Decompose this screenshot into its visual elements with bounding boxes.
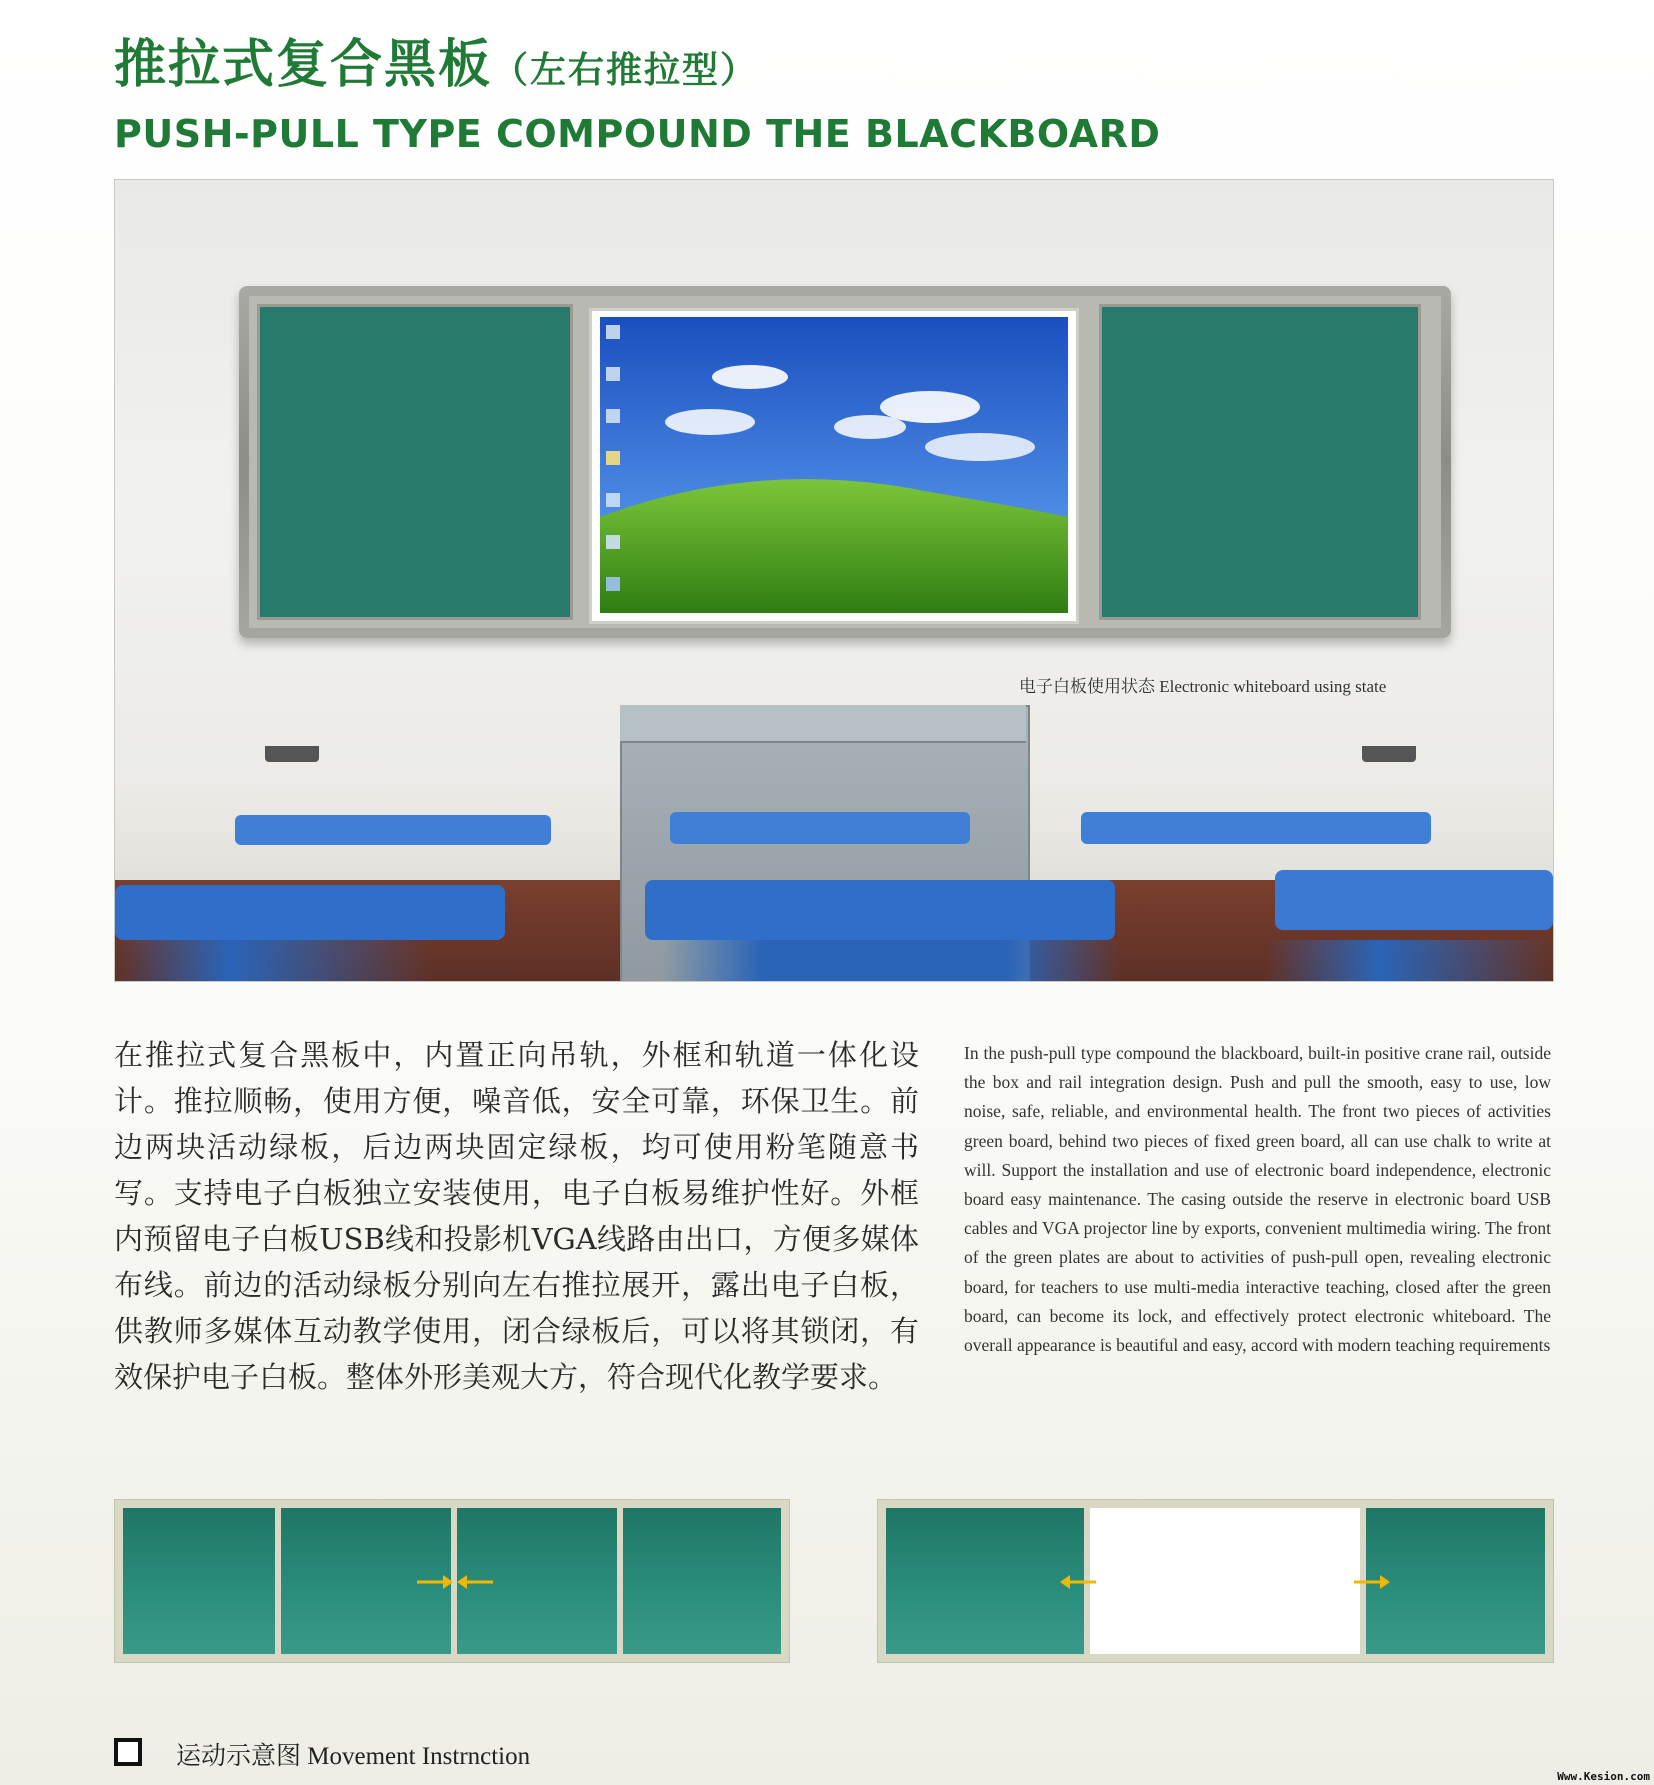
title-cn-sub: （左右推拉型） bbox=[492, 49, 759, 91]
arrow-right-icon bbox=[417, 1575, 453, 1589]
desk bbox=[1081, 812, 1431, 844]
desk bbox=[115, 885, 505, 940]
green-panel bbox=[1366, 1508, 1545, 1654]
green-board-left bbox=[257, 304, 573, 620]
blackboard-frame bbox=[239, 286, 1451, 638]
electronic-whiteboard bbox=[589, 308, 1079, 624]
green-board-right bbox=[1099, 304, 1421, 620]
green-panel bbox=[623, 1508, 781, 1654]
description-en: In the push-pull type compound the blackboard, built-in positive crane rail, outside the box and rail integration design. Push and pull the smooth, easy to use, low noise, safe, reliable, and environmental health. The front two pieces of activities green board, behind two pieces of fixed green board, all can use chalk to write at will. Support the installation and use of electronic board independence, electronic board easy maintenance. The casing outside the reserve in electronic board USB cables and VGA projector line by exports, convenient multimedia wiring. The front of the green plates are about to activities of push-pull open, revealing electronic board, for teachers to use multi-media interactive teaching, closed after the green board, can become its lock, and effectively protect electronic whiteboard. The overall appearance is beautiful and easy, accord with modern teaching requirements bbox=[964, 1043, 1551, 1356]
desk bbox=[1275, 870, 1553, 930]
product-photo bbox=[114, 179, 1554, 982]
podium-top bbox=[620, 705, 1026, 743]
green-panel bbox=[123, 1508, 275, 1654]
green-panel bbox=[886, 1508, 1084, 1654]
square-icon bbox=[114, 1738, 142, 1766]
legend-label: 运动示意图 Movement Instrnction bbox=[176, 1743, 531, 1770]
desktop-wallpaper-image bbox=[600, 317, 1068, 613]
movement-diagram-closed bbox=[114, 1499, 790, 1663]
arrow-left-icon bbox=[457, 1575, 493, 1589]
frame-foot-right bbox=[1362, 746, 1416, 762]
desk bbox=[235, 815, 551, 845]
arrow-left-icon bbox=[1058, 1570, 1098, 1594]
desk bbox=[645, 880, 1115, 940]
desk-legs bbox=[115, 940, 1553, 981]
movement-diagram-open bbox=[877, 1499, 1554, 1663]
title-cn-main: 推拉式复合黑板 bbox=[114, 34, 493, 95]
arrow-pair-inward bbox=[415, 1570, 495, 1594]
description-cn: 在推拉式复合黑板中，内置正向吊轨，外框和轨道一体化设计。推拉顺畅，使用方便，噪音低，安全可靠，环保卫生。前边两块活动绿板，后边两块固定绿板，均可使用粉笔随意书写。支持电子白板独立安装使用，电子白板易维护性好。外框内预留电子白板USB线和投影机VGA线路由出口，方便多媒体布线。前边的活动绿板分别向左右推拉展开，露出电子白板，供教师多媒体互动教学使用，闭合绿板后，可以将其锁闭，有效保护电子白板。整体外形美观大方，符合现代化教学要求。 bbox=[114, 1038, 919, 1394]
arrow-right-icon bbox=[1352, 1570, 1392, 1594]
desk bbox=[670, 812, 970, 844]
photo-caption: 电子白板使用状态 Electronic whiteboard using state bbox=[1019, 677, 1387, 696]
whiteboard-panel bbox=[1090, 1508, 1360, 1654]
page-title-cn bbox=[114, 22, 758, 97]
watermark: Www.Kesion.com bbox=[1557, 1770, 1650, 1783]
page-title-en: PUSH-PULL TYPE COMPOUND THE BLACKBOARD bbox=[114, 112, 1161, 156]
frame-foot-left bbox=[265, 746, 319, 762]
